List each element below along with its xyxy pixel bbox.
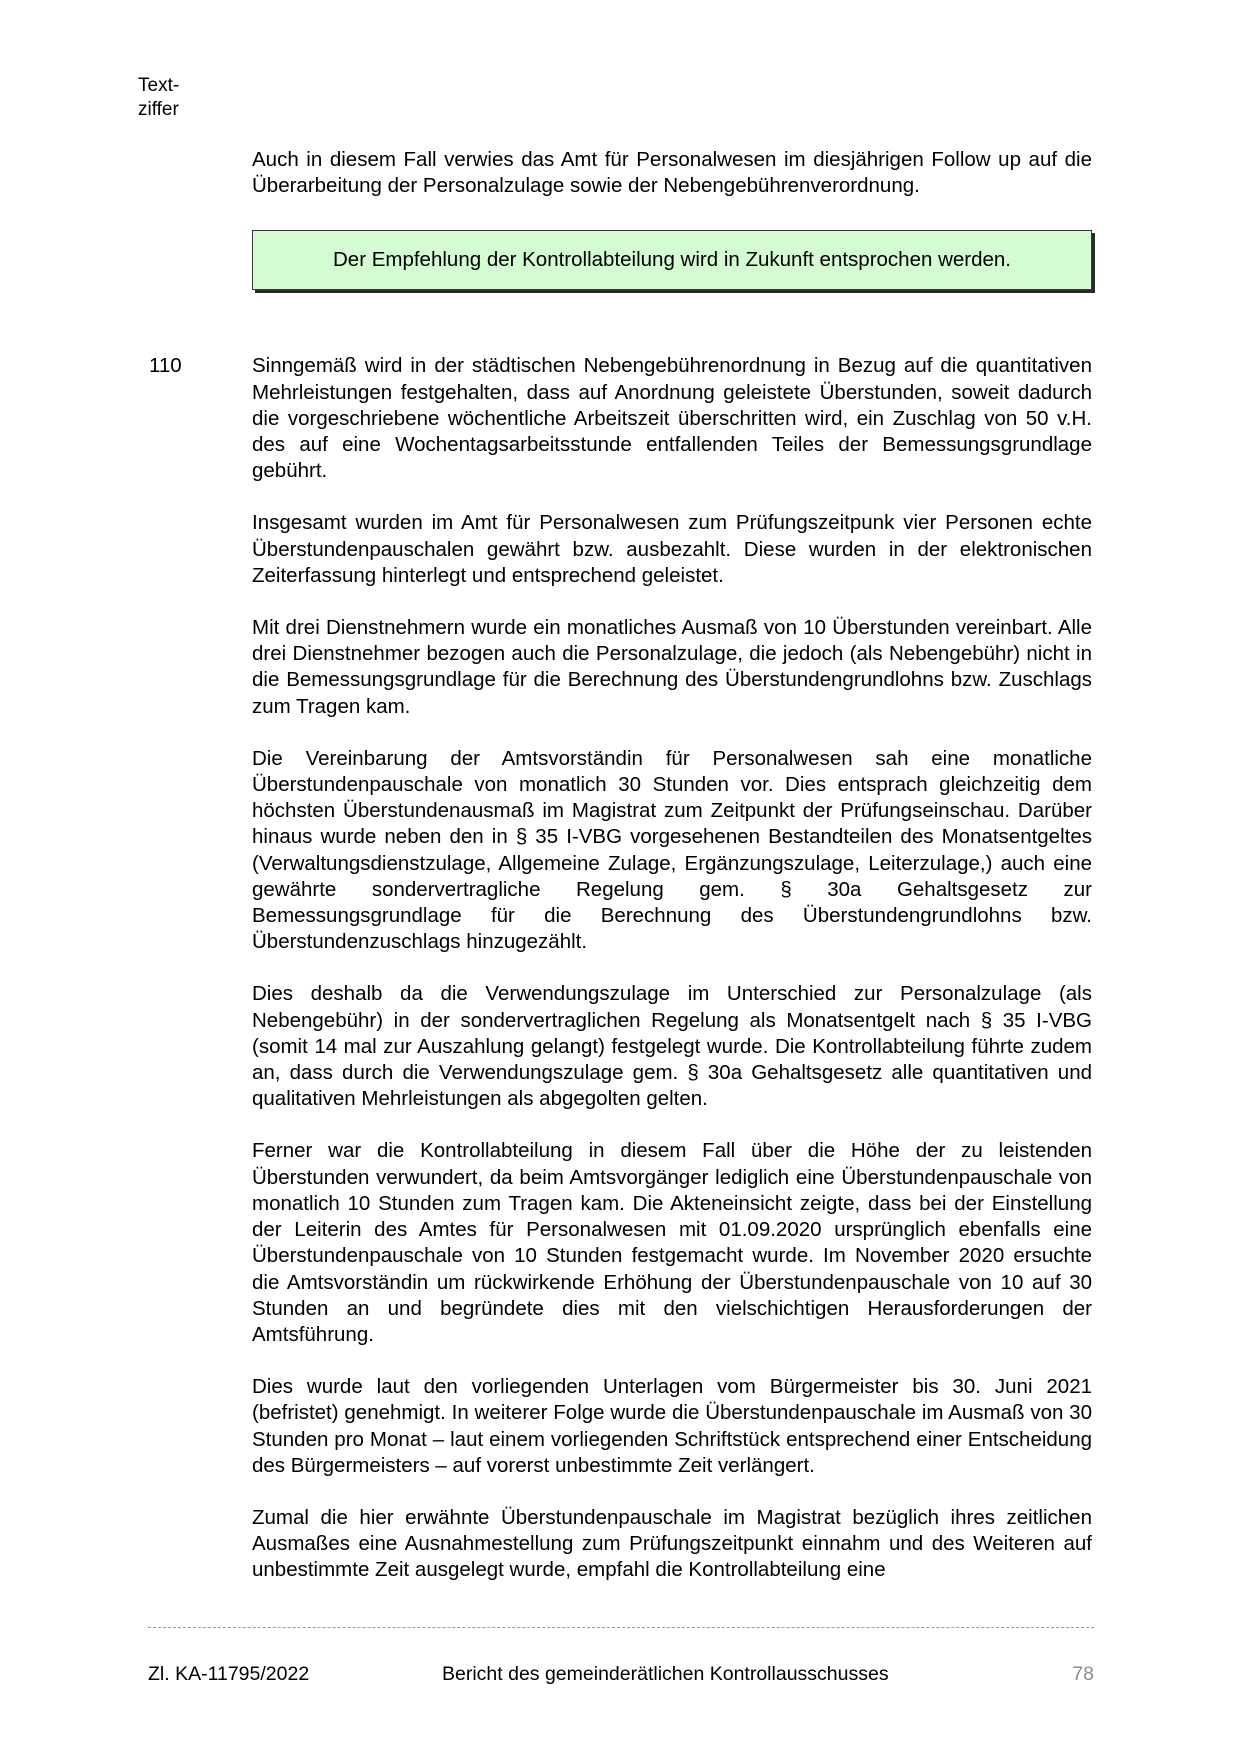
margin-heading-line-2: ziffer (138, 99, 179, 120)
footer-divider (148, 1627, 1094, 1628)
recommendation-callout-text: Der Empfehlung der Kontrollabteilung wird in Zukunft entsprochen werden. (332, 248, 1012, 272)
section-paragraph: Mit drei Dienstnehmern wurde ein monatliches Ausmaß von 10 Überstunden vereinbart. Alle drei Dienstnehmer bezogen auch die Personalzulage, die jedoch (als Nebengebühr) nicht in die Bemessungsgrundlage für die Berechnung des Überstundengrundlohns bzw. Zuschlags zum Tragen kam. (252, 616, 1092, 718)
recommendation-callout-box (252, 230, 1092, 290)
section-paragraph: Dies deshalb da die Verwendungszulage im Unterschied zur Personalzulage (als Nebengebühr) in der sondervertraglichen Regelung als Monatsentgelt nach § 35 I-VBG (somit 14 mal zur Auszahlung gelangt) festgelegt wurde. Die Kontrollabteilung führte zudem an, dass durch die Verwendungszulage gem. § 30a Gehaltsgesetz alle quantitativen und qualitativen Mehrleistungen als abgegolten gelten. (252, 982, 1092, 1111)
section-paragraph: Sinngemäß wird in der städtischen Nebengebührenordnung in Bezug auf die quantitativen Mehrleistungen festgehalten, dass auf Anordnung geleistete Überstunden, soweit dadurch die vorgeschriebene wöchentliche Arbeitszeit überschritten wird, ein Zuschlag von 50 v.H. des auf eine Wochentagsarbeitsstunde entfallenden Teiles der Bemessungsgrundlage gebührt. (252, 354, 1092, 483)
margin-heading-textziffer (138, 74, 218, 122)
footer-page-number: 78 (1072, 1663, 1094, 1685)
section-number: 110 (149, 354, 182, 378)
margin-heading-line-1: Text- (138, 75, 180, 96)
intro-paragraph: Auch in diesem Fall verwies das Amt für Personalwesen im diesjährigen Follow up auf die Überarbeitung der Personalzulage sowie der Nebengebührenverordnung. (252, 148, 1092, 198)
footer-reference-number: Zl. KA-11795/2022 (148, 1663, 310, 1685)
footer-report-title: Bericht des gemeinderätlichen Kontrollausschusses (442, 1663, 889, 1685)
section-paragraph: Zumal die hier erwähnte Überstundenpauschale im Magistrat bezüglich ihres zeitlichen Ausmaßes eine Ausnahmestellung zum Prüfungszeitpunkt einnahm und des Weiteren auf unbestimmte Zeit ausgelegt wurde, empfahl die Kontrollabteilung eine (252, 1505, 1092, 1582)
page-body (149, 147, 1092, 1610)
section-paragraph: Ferner war die Kontrollabteilung in diesem Fall über die Höhe der zu leistenden Überstunden verwundert, da beim Amtsvorgänger lediglich eine Überstundenpauschale von monatlich 10 Stunden zum Tragen kam. Die Akteneinsicht zeigte, dass bei der Einstellung der Leiterin des Amtes für Personalwesen mit 01.09.2020 ursprünglich ebenfalls eine Überstundenpauschale von 10 Stunden festgemacht wurde. Im November 2020 ersuchte die Amtsvorständin um rückwirkende Erhöhung der Überstundenpauschale von 10 auf 30 Stunden an und begründete dies mit den vielschichtigen Herausforderungen der Amtsführung. (252, 1139, 1092, 1346)
section-paragraph: Insgesamt wurden im Amt für Personalwesen zum Prüfungszeitpunk vier Personen echte Überstundenpauschalen gewährt bzw. ausbezahlt. Diese wurden in der elektronischen Zeiterfassung hinterlegt und entsprechend geleistet. (252, 511, 1092, 587)
section-paragraph: Die Vereinbarung der Amtsvorständin für Personalwesen sah eine monatliche Überstundenpauschale von monatlich 30 Stunden vor. Dies entsprach gleichzeitig dem höchsten Überstundenausmaß im Magistrat zum Zeitpunkt der Prüfungseinschau. Darüber hinaus wurde neben den in § 35 I-VBG vorgesehenen Bestandteilen des Monatsentgeltes (Verwaltungsdienstzulage, Allgemeine Zulage, Ergänzungszulage, Leiterzulage,) auch eine gewährte sondervertragliche Regelung gem. § 30a Gehaltsgesetz zur Bemessungsgrundlage für die Berechnung des Überstundengrundlohns bzw. Überstundenzuschlags hinzugezählt. (252, 746, 1092, 954)
section-110 (149, 353, 1092, 1583)
section-paragraph: Dies wurde laut den vorliegenden Unterlagen vom Bürgermeister bis 30. Juni 2021 (befristet) genehmigt. In weiterer Folge wurde die Überstundenpauschale im Ausmaß von 30 Stunden pro Monat – laut einem vorliegenden Schriftstück entsprechend einer Entscheidung des Bürgermeisters – auf vorerst unbestimmte Zeit verlängert. (252, 1375, 1092, 1477)
